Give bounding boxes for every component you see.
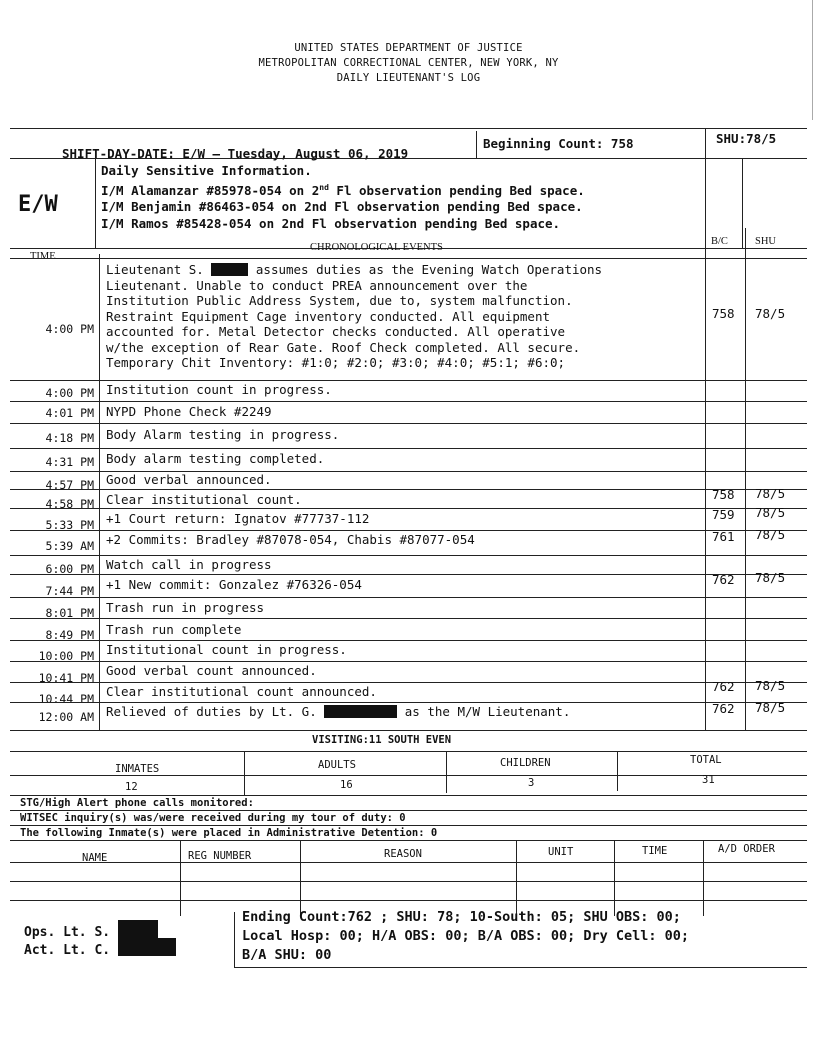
divider [10,597,807,598]
divider [300,840,301,916]
divider [95,158,96,248]
redaction-bar [118,938,176,956]
divider [10,555,807,556]
entry-text: Trash run in progress [106,600,265,615]
ending-count-line: Ending Count:762 ; SHU: 78; 10-South: 05; SHU OBS: 00; [242,909,681,925]
entry-bc: 758 [712,487,735,502]
divider [10,158,807,159]
divider [10,423,807,424]
divider [10,258,807,259]
divider [476,131,477,159]
entry-bc: 758 [712,306,735,321]
ending-count-block [242,908,689,965]
entry-bc: 761 [712,529,735,544]
divider [10,751,807,752]
divider [234,912,235,968]
entry-shu: 78/5 [755,700,786,715]
visiting-header: ADULTS [318,759,356,771]
entry-bc: 762 [712,572,735,587]
divider [446,751,447,793]
entry-shu: 78/5 [755,306,786,321]
entry-shu: 78/5 [755,527,786,542]
divider [10,702,807,703]
visiting-header: CHILDREN [500,757,551,769]
entry-time: 12:00 AM [38,710,94,724]
entry-time: 8:01 PM [45,606,94,620]
entry-time: 10:44 PM [38,692,94,706]
entry-text: Body Alarm testing in progress. [106,427,340,442]
entry-time: 5:33 PM [45,518,94,532]
detention-header-unit: UNIT [548,846,574,858]
entry-text: NYPD Phone Check #2249 [106,404,272,419]
entry-time: 10:41 PM [38,671,94,685]
divider [10,401,807,402]
ending-count-line: Local Hosp: 00; H/A OBS: 00; B/A OBS: 00; Dry Cell: 00; [242,928,690,944]
entry-time: 4:57 PM [45,478,94,492]
shu-count: SHU:78/5 [716,131,777,146]
divider [244,751,245,795]
act-lieutenant-signature: Act. Lt. C. [24,938,176,958]
divider [10,489,807,490]
divider [10,508,807,509]
visiting-header: INMATES [115,763,160,775]
divider [10,862,807,863]
divider [10,448,807,449]
divider [10,775,807,776]
events-column-header: CHRONOLOGICAL EVENTS [310,242,443,253]
entry-time: 10:00 PM [38,649,94,663]
visiting-value: 16 [340,779,353,791]
entry-shu: 78/5 [755,678,786,693]
ops-lieutenant-signature: Ops. Lt. S. [24,920,158,940]
divider [703,840,704,916]
divider [742,158,743,248]
sensitive-line: I/M Ramos #85428-054 on 2nd Fl observation pending Bed space. [101,215,561,231]
divider [516,840,517,916]
detention-header-name: NAME [82,852,108,864]
entry-text: Watch call in progress [106,557,272,572]
entry-text: Trash run complete [106,622,242,637]
stg-note: STG/High Alert phone calls monitored: [20,797,254,809]
entry-bc: 762 [712,701,735,716]
entry-time: 7:44 PM [45,584,94,598]
entry-text: Relieved of duties by Lt. G. as the M/W Lieutenant. [106,704,571,719]
divider [10,661,807,662]
entry-shu: 78/5 [755,505,786,520]
entry-bc: 759 [712,507,735,522]
detention-header-reg: REG NUMBER [188,850,252,862]
shift-code: E/W [18,192,58,217]
time-column-header: TIME [30,251,56,262]
divider [705,228,706,730]
entry-time: 6:00 PM [45,562,94,576]
visiting-value: 3 [528,777,535,789]
beginning-count: Beginning Count: 758 [483,136,634,151]
entry-time: 4:58 PM [45,497,94,511]
visiting-title: VISITING:11 SOUTH EVEN [312,734,452,746]
divider [10,618,807,619]
bc-column-header: B/C [711,236,728,247]
entry-text: Institutional count in progress. [106,642,347,657]
divider [180,840,181,916]
entry-text: +2 Commits: Bradley #87078-054, Chabis #87077-054 [106,532,475,547]
divider [10,825,807,826]
shu-column-header: SHU [755,236,777,247]
divider [10,530,807,531]
sensitive-info [101,163,585,232]
shift-day-date: SHIFT-DAY-DATE: E/W – Tuesday, August 06, 2019 [62,146,409,161]
department-title: UNITED STATES DEPARTMENT OF JUSTICE [294,42,523,54]
sensitive-line: I/M Benjamin #86463-054 on 2nd Fl observation pending Bed space. [101,199,583,215]
visiting-value: 12 [125,781,138,793]
entry-bc: 762 [712,679,735,694]
entry-time: 4:18 PM [45,431,94,445]
facility-title: METROPOLITAN CORRECTIONAL CENTER, NEW YORK, NY [258,57,559,69]
entry-text: Body alarm testing completed. [106,451,325,466]
entry-shu: 78/5 [755,486,786,501]
divider [614,840,615,916]
entry-time: 4:31 PM [45,455,94,469]
divider [10,900,807,901]
entry-text: Good verbal count announced. [106,663,317,678]
divider [10,128,807,129]
entry-time: 4:00 PM [45,386,94,400]
detention-header-ad-order: A/D ORDER [718,843,775,855]
visiting-value: 31 [702,774,715,786]
entry-time: 4:00 PM [45,322,94,336]
ending-count-line: B/A SHU: 00 [242,947,332,963]
divider [745,228,746,730]
log-title: DAILY LIEUTENANT'S LOG [336,72,481,84]
entry-text: Good verbal announced. [106,472,272,487]
divider [99,254,100,730]
redaction-bar [118,920,158,938]
divider [10,881,807,882]
scan-edge [812,0,813,120]
visiting-header: TOTAL [690,754,722,766]
entry-time: 5:39 AM [45,539,94,553]
detention-header-time: TIME [642,845,668,857]
divider [10,380,807,381]
entry-text: Clear institutional count. [106,492,302,507]
detention-header-reason: REASON [384,848,422,860]
first-entry-text: Lieutenant S. assumes duties as the Evening Watch Operations Lieutenant. Unable to conduct PREA announcement over the Institution Public Address System, due to, system malfunction. Restraint Equipment Cage inventory conducted. All equipment accounted for. Metal Detector checks conducted. All operative w/the exception of Rear Gate. Roof Check completed. All secure. Temporary Chit Inventory: #1:0; #2:0; #3:0; #4:0; #5:1; #6:0; [106,262,603,370]
divider [10,840,807,841]
entry-shu: 78/5 [755,570,786,585]
redaction-bar [211,263,248,276]
witsec-note: WITSEC inquiry(s) was/were received during my tour of duty: 0 [20,812,406,824]
admin-detention-note: The following Inmate(s) were placed in Administrative Detention: 0 [20,827,438,839]
entry-text: +1 New commit: Gonzalez #76326-054 [106,577,362,592]
sensitive-line: I/M Alamanzar #85978-054 on 2nd Fl observation pending Bed space. [101,182,585,198]
entry-time: 4:01 PM [45,406,94,420]
divider [10,810,807,811]
divider [10,730,807,731]
divider [10,795,807,796]
divider [10,640,807,641]
entry-time: 8:49 PM [45,628,94,642]
divider [617,751,618,791]
entry-text: +1 Court return: Ignatov #77737-112 [106,511,370,526]
entry-text: Institution count in progress. [106,382,332,397]
divider [234,967,807,968]
divider [10,682,807,683]
entry-text: Clear institutional count announced. [106,684,377,699]
redaction-bar [324,705,397,718]
sensitive-title: Daily Sensitive Information. [101,163,312,178]
divider [10,574,807,575]
